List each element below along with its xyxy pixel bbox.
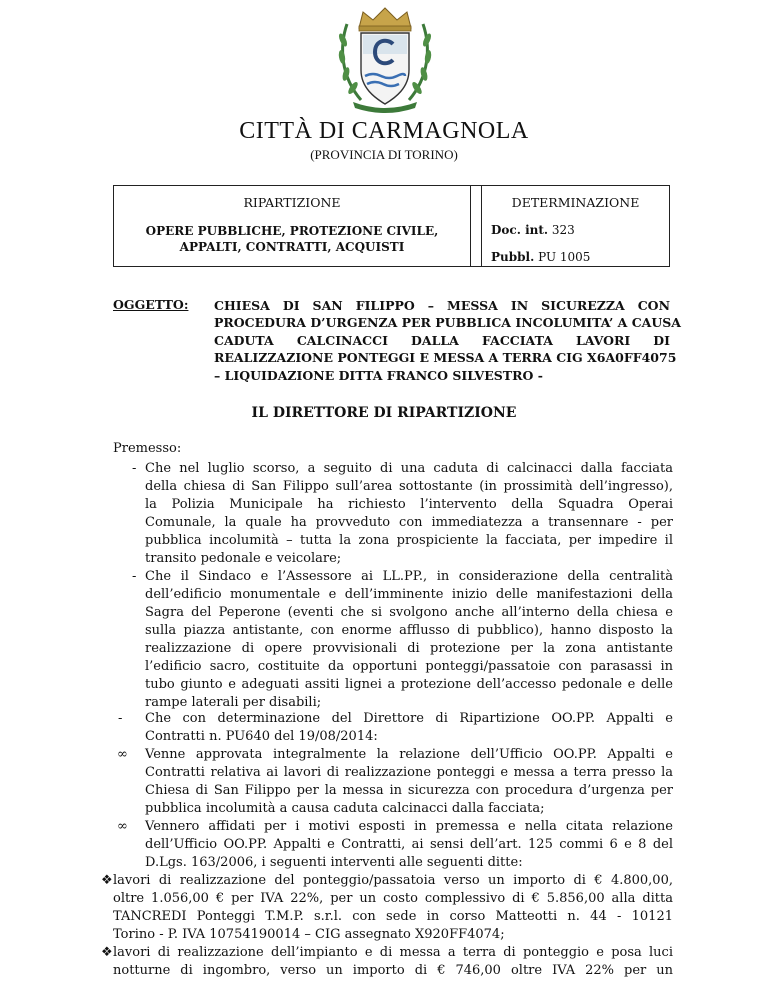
subject-line: REALIZZAZIONE PONTEGGI E MESSA A TERRA CIG X6A0FF4075 xyxy=(214,350,677,366)
list-item-text xyxy=(145,818,673,872)
text-line: Sagra del Peperone (eventi che si svolgono anche all’interno della chiesa e xyxy=(145,605,673,620)
text-line: Che nel luglio scorso, a seguito di una caduta di calcinacci dalla facciata xyxy=(145,461,673,476)
dash-bullet: - xyxy=(132,461,137,476)
text-line: lavori di realizzazione del ponteggio/passatoia verso un importo di € 4.800,00, xyxy=(113,873,673,888)
text-line: TANCREDI Ponteggi T.M.P. s.r.l. con sede in corso Matteotti n. 44 - 10121 xyxy=(113,909,673,924)
text-line: D.Lgs. 163/2006, i seguenti interventi alle seguenti ditte: xyxy=(145,855,523,870)
header-box-separator xyxy=(471,185,481,267)
text-line: Contratti relativa ai lavori di realizzazione ponteggi e messa a terra presso la xyxy=(145,765,673,780)
department-name-line-1: OPERE PUBBLICHE, PROTEZIONE CIVILE, xyxy=(145,224,439,238)
infinity-bullet: ∞ xyxy=(117,747,128,762)
department-name-line-2: APPALTI, CONTRATTI, ACQUISTI xyxy=(179,240,405,254)
diamond-bullet: ❖ xyxy=(101,945,113,960)
subject-label: OGGETTO: xyxy=(113,297,189,312)
department-box-title: RIPARTIZIONE xyxy=(243,195,341,210)
text-line: Chiesa di San Filippo per la messa in sicurezza con procedura d’urgenza per xyxy=(145,783,673,798)
internal-doc-label: Doc. int. xyxy=(491,223,549,237)
text-line: dell’edificio monumentale e dell’imminente inizio delle manifestazioni della xyxy=(145,587,673,602)
list-item-text xyxy=(145,710,673,746)
text-line: transito pedonale e veicolare; xyxy=(145,551,342,566)
dash-bullet: - xyxy=(118,711,123,726)
internal-doc-number xyxy=(491,223,575,237)
list-item-text xyxy=(113,872,673,944)
determination-box-title: DETERMINAZIONE xyxy=(511,195,640,210)
text-line: Venne approvata integralmente la relazione dell’Ufficio OO.PP. Appalti e xyxy=(145,747,673,762)
text-line: della chiesa di San Filippo sull’area sottostante (in prossimità dell’ingresso), xyxy=(145,479,673,494)
text-line: realizzazione di opere provvisionali di protezione per la zona antistante xyxy=(145,641,673,656)
city-crest-logo xyxy=(333,2,437,117)
determination-box xyxy=(481,185,670,267)
text-line: oltre 1.056,00 € per IVA 22%, per un costo complessivo di € 5.856,00 alla ditta xyxy=(113,891,673,906)
list-item-text xyxy=(145,568,673,712)
text-line: dell’Ufficio OO.PP. Appalti e Contratti, ai sensi dell’art. 125 commi 6 e 8 del xyxy=(145,837,673,852)
dash-bullet: - xyxy=(132,569,137,584)
city-name: CITTÀ DI CARMAGNOLA xyxy=(239,118,529,144)
province-name: (PROVINCIA DI TORINO) xyxy=(310,147,458,162)
premise-heading: Premesso: xyxy=(113,441,182,456)
publication-number xyxy=(491,250,590,264)
publication-label: Pubbl. xyxy=(491,250,535,264)
infinity-bullet: ∞ xyxy=(117,819,128,834)
text-line: lavori di realizzazione dell’impianto e di messa a terra di ponteggio e posa luci xyxy=(113,945,673,960)
text-line: Che il Sindaco e l’Assessore ai LL.PP., in considerazione della centralità xyxy=(145,569,673,584)
list-item-text xyxy=(145,746,673,818)
subject-line: CADUTA CALCINACCI DALLA FACCIATA LAVORI DI xyxy=(214,332,670,348)
text-line: la Polizia Municipale ha richiesto l’intervento della Squadra Operai xyxy=(145,497,673,512)
text-line: pubblica incolumità – tutta la zona prospiciente la facciata, per impedire il xyxy=(145,533,673,548)
text-line: rampe laterali per disabili; xyxy=(145,695,322,710)
text-line: tubo giunto e adeguati assiti lignei a protezione dell’accesso pedonale e delle xyxy=(145,677,673,692)
subject-line: – LIQUIDAZIONE DITTA FRANCO SILVESTRO - xyxy=(214,367,543,383)
list-item-text xyxy=(113,944,673,980)
department-name xyxy=(114,223,470,255)
text-line: Vennero affidati per i motivi esposti in premessa e nella citata relazione xyxy=(145,819,673,834)
subject-text xyxy=(214,297,682,384)
text-line: notturne di ingombro, verso un importo di € 746,00 oltre IVA 22% per un xyxy=(113,963,673,978)
subject-line: CHIESA DI SAN FILIPPO – MESSA IN SICUREZZA CON xyxy=(214,298,670,313)
diamond-bullet: ❖ xyxy=(101,873,113,888)
text-line: Che con determinazione del Direttore di Ripartizione OO.PP. Appalti e xyxy=(145,711,673,726)
subject-line: PROCEDURA D’URGENZA PER PUBBLICA INCOLUMITA’ A CAUSA xyxy=(214,315,682,331)
section-title-director: IL DIRETTORE DI RIPARTIZIONE xyxy=(251,405,517,421)
department-box xyxy=(113,185,471,267)
text-line: l’edificio sacro, costituite da opportuni ponteggi/passatoie con parasassi in xyxy=(145,659,673,674)
text-line: Contratti n. PU640 del 19/08/2014: xyxy=(145,729,378,744)
internal-doc-value: 323 xyxy=(551,223,575,237)
publication-value: PU 1005 xyxy=(538,250,591,264)
list-item-text xyxy=(145,460,673,568)
text-line: pubblica incolumità a causa caduta calcinacci dalla facciata; xyxy=(145,801,545,816)
text-line: Torino - P. IVA 10754190014 – CIG assegnato X920FF4074; xyxy=(113,927,505,942)
text-line: Comunale, la quale ha provveduto con immediatezza a transennare - per xyxy=(145,515,673,530)
text-line: sulla piazza antistante, con enorme afflusso di pubblico), hanno disposto la xyxy=(145,623,673,638)
